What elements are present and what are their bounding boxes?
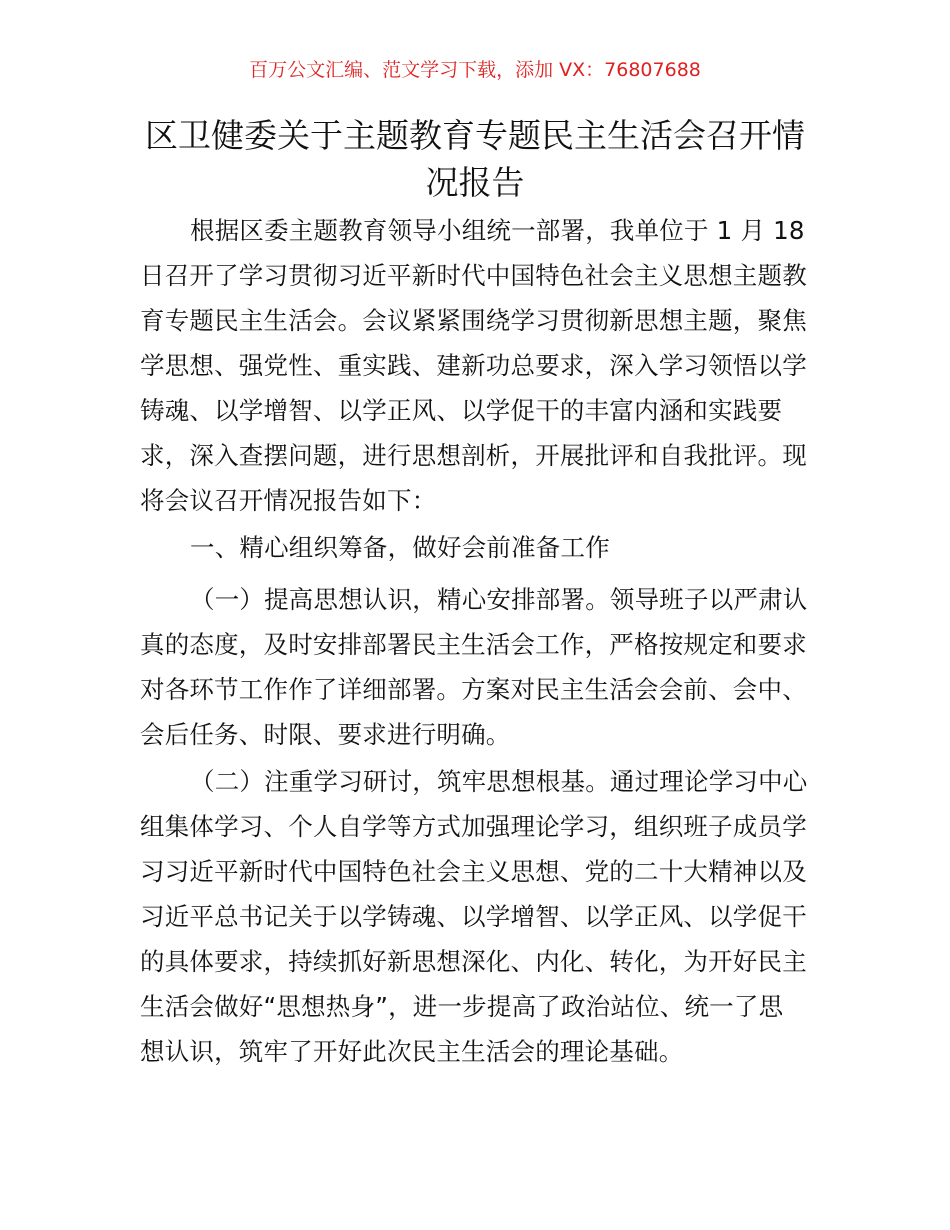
text-line: 求，深入查摆问题，进行思想剖析，开展批评和自我批评。现	[140, 441, 807, 470]
text-line: 会后任务、时限、要求进行明确。	[140, 720, 511, 749]
text-line: 对各环节工作作了详细部署。方案对民主生活会会前、会中、	[140, 675, 807, 704]
paragraph	[140, 577, 830, 757]
text-line: 学思想、强党性、重实践、建新功总要求，深入学习领悟以学	[140, 351, 807, 380]
watermark-banner: 百万公文汇编、范文学习下载，添加 VX：76807688	[249, 59, 701, 81]
text-line: 日召开了学习贯彻习近平新时代中国特色社会主义思想主题教	[140, 261, 807, 290]
text-line: （二）注重学习研讨，筑牢思想根基。通过理论学习中心	[190, 767, 808, 796]
text-line: （一）提高思想认识，精心安排部署。领导班子以严肃认	[190, 585, 808, 614]
section-heading	[140, 525, 830, 570]
document-body	[140, 208, 830, 1076]
document-title	[120, 112, 830, 206]
text-line: 育专题民主生活会。会议紧紧围绕学习贯彻新思想主题，聚焦	[140, 306, 807, 335]
paragraph	[140, 208, 830, 523]
text-line: 的具体要求，持续抓好新思想深化、内化、转化，为开好民主	[140, 947, 807, 976]
text-line: 真的态度，及时安排部署民主生活会工作，严格按规定和要求	[140, 630, 807, 659]
title-line: 区卫健委关于主题教育专题民主生活会召开情	[145, 116, 805, 155]
text-line: 习近平总书记关于以学铸魂、以学增智、以学正风、以学促干	[140, 902, 807, 931]
text-line: 一、精心组织筹备，做好会前准备工作	[190, 533, 610, 562]
text-line: 铸魂、以学增智、以学正风、以学促干的丰富内涵和实践要	[140, 396, 783, 425]
text-line: 组集体学习、个人自学等方式加强理论学习，组织班子成员学	[140, 812, 807, 841]
paragraph	[140, 759, 830, 1074]
title-line: 况报告	[425, 163, 525, 202]
text-line: 生活会做好“思想热身”，进一步提高了政治站位、统一了思	[140, 992, 784, 1021]
text-line: 想认识，筑牢了开好此次民主生活会的理论基础。	[140, 1037, 684, 1066]
text-line: 将会议召开情况报告如下：	[140, 486, 437, 515]
text-line: 习习近平新时代中国特色社会主义思想、党的二十大精神以及	[140, 857, 807, 886]
text-line: 根据区委主题教育领导小组统一部署，我单位于 1 月 18	[190, 216, 805, 245]
